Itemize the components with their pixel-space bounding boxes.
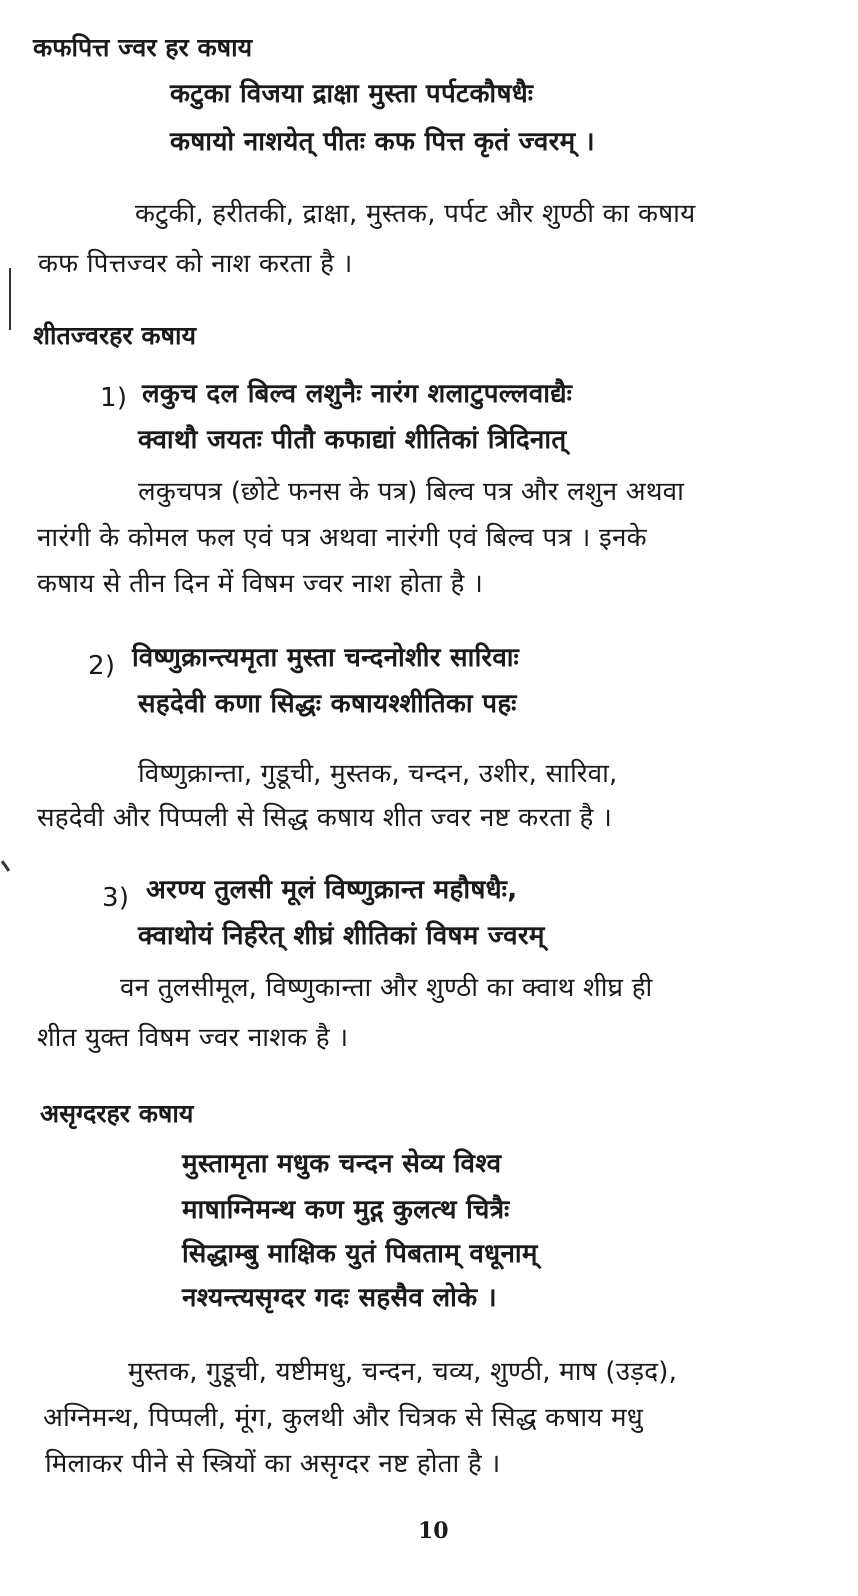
item-number: 2)	[88, 651, 116, 681]
prose-line: सहदेवी और पिप्पली से सिद्ध कषाय शीत ज्वर नष्ट करता है ।	[37, 803, 613, 833]
prose-line: कटुकी, हरीतकी, द्राक्षा, मुस्तक, पर्पट और शुण्ठी का कषाय	[135, 199, 696, 229]
verse-line: नश्यन्त्यसृग्दर गदः सहसैव लोके ।	[182, 1283, 497, 1313]
verse-line: क्वाथोयं निर्हरेत् शीघ्रं शीतिकां विषम ज्वरम्	[138, 921, 545, 951]
page-number: 10	[418, 1518, 449, 1544]
prose-line: कफ पित्तज्वर को नाश करता है ।	[38, 249, 353, 279]
verse-line: लकुच दल बिल्व लशुनैः नारंग शलाटुपल्लवाद्यैः	[142, 379, 573, 409]
prose-line: शीत युक्त विषम ज्वर नाशक है ।	[37, 1023, 349, 1053]
verse-line: सहदेवी कणा सिद्धः कषायश्शीतिका पहः	[138, 689, 517, 719]
verse-line: क्वाथौ जयतः पीतौ कफाद्यां शीतिकां त्रिदिनात्	[138, 425, 567, 455]
margin-line-mark	[9, 268, 11, 330]
verse-line: सिद्धाम्बु माक्षिक युतं पिबताम् वधूनाम्	[182, 1239, 538, 1269]
verse-line: माषाग्निमन्थ कण मुद्ग कुलत्थ चित्रैः	[182, 1195, 510, 1225]
prose-line: मिलाकर पीने से स्त्रियों का असृग्दर नष्ट होता है ।	[45, 1449, 501, 1479]
section-heading-shitajwara: शीतज्वरहर कषाय	[33, 321, 196, 350]
verse-line: कषायो नाशयेत् पीतः कफ पित्त कृतं ज्वरम् ।	[170, 127, 595, 157]
item-number: 3)	[102, 883, 130, 913]
section-heading-asrigdara: असृग्दरहर कषाय	[40, 1099, 194, 1128]
section-heading-kaphapitta: कफपित्त ज्वर हर कषाय	[33, 33, 253, 62]
prose-line: लकुचपत्र (छोटे फनस के पत्र) बिल्व पत्र और लशुन अथवा	[138, 477, 685, 507]
prose-line: नारंगी के कोमल फल एवं पत्र अथवा नारंगी एवं बिल्व पत्र । इनके	[37, 523, 647, 553]
item-number: 1)	[100, 383, 128, 413]
prose-line: अग्निमन्थ, पिप्पली, मूंग, कुलथी और चित्रक से सिद्ध कषाय मधु	[43, 1403, 643, 1433]
verse-line: विष्णुक्रान्त्यमृता मुस्ता चन्दनोशीर सारिवाः	[132, 643, 520, 673]
margin-tick-mark	[1, 860, 10, 872]
verse-line: कटुका विजया द्राक्षा मुस्ता पर्पटकौषधैः	[170, 79, 534, 109]
prose-line: मुस्तक, गुडूची, यष्टीमधु, चन्दन, चव्य, शुण्ठी, माष (उड़द),	[128, 1357, 678, 1387]
verse-line: मुस्तामृता मधुक चन्दन सेव्य विश्व	[182, 1149, 502, 1179]
verse-line: अरण्य तुलसी मूलं विष्णुक्रान्त महौषधैः,	[146, 875, 518, 905]
prose-line: वन तुलसीमूल, विष्णुकान्ता और शुण्ठी का क्वाथ शीघ्र ही	[120, 973, 653, 1003]
prose-line: विष्णुक्रान्ता, गुडूची, मुस्तक, चन्दन, उशीर, सारिवा,	[138, 759, 618, 789]
prose-line: कषाय से तीन दिन में विषम ज्वर नाश होता है ।	[37, 569, 484, 599]
